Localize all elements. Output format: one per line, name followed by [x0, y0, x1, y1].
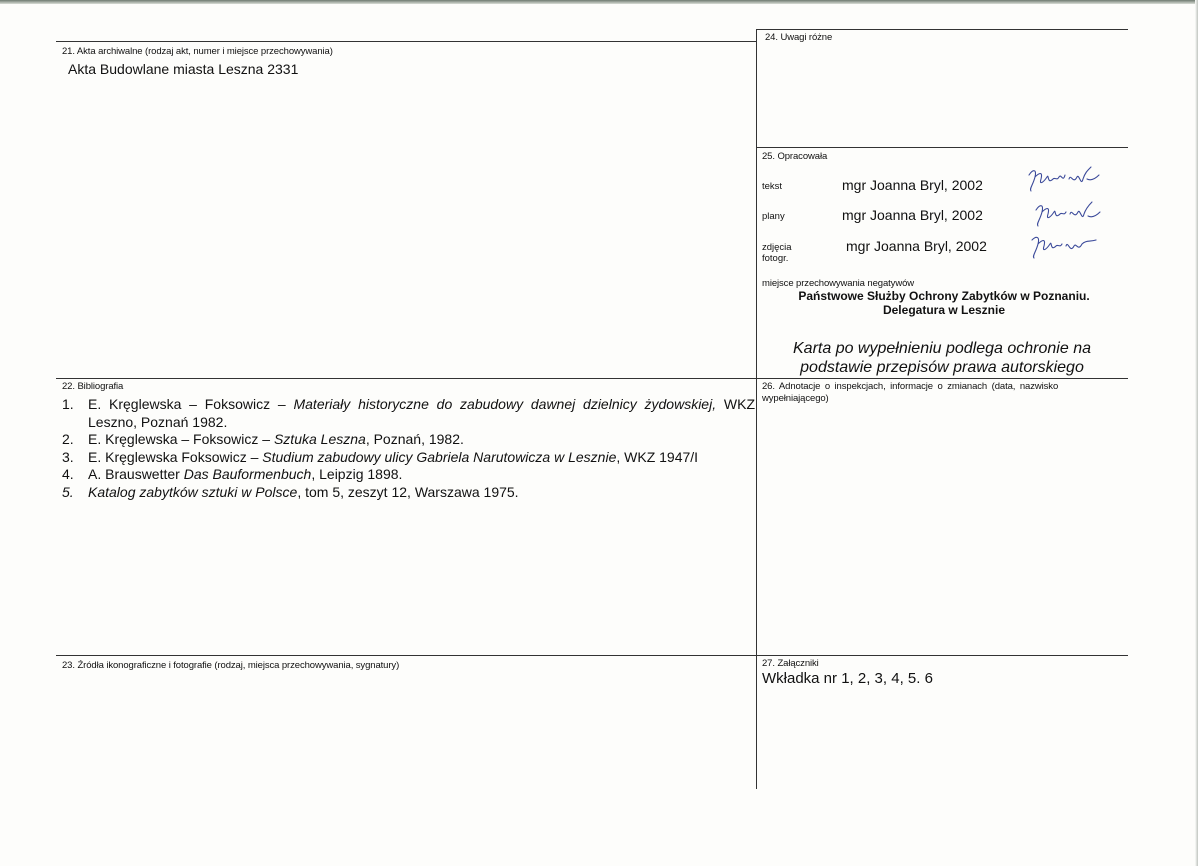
handwritten-signature [1030, 200, 1105, 228]
section-26-label-line1: 26. Adnotacje o inspekcjach, informacje o zmianach (data, nazwisko [762, 381, 1059, 392]
bibliography-item [60, 484, 755, 502]
bibliography-title: Katalog zabytków sztuki w Polsce [88, 483, 298, 500]
author-row-key: plany [762, 211, 785, 222]
copyright-note-line1: Karta po wypełnieniu podlega ochronie na [793, 340, 1091, 357]
bibliography-author: E. Kręglewska – Foksowicz – [88, 396, 294, 412]
bibliography-number: 2. [62, 431, 74, 447]
bibliography-title: Materiały historyczne do zabudowy dawnej dzielnicy żydowskiej, [293, 396, 717, 412]
section-25-label: 25. Opracowała [762, 151, 828, 162]
bibliography-item [60, 466, 755, 484]
author-row-key: zdjęcia fotogr. [762, 242, 792, 264]
handwritten-signature [1026, 232, 1101, 260]
bibliography-title: Sztuka Leszna [273, 431, 366, 447]
bibliography-number: 5. [62, 483, 74, 500]
section-21-label: 21. Akta archiwalne (rodzaj akt, numer i miejsce przechowywania) [62, 46, 333, 57]
rule-25 [756, 147, 1128, 148]
top-rule-right [756, 29, 1128, 30]
author-row-value: mgr Joanna Bryl, 2002 [842, 177, 983, 193]
section-21-value: Akta Budowlane miasta Leszna 2331 [68, 61, 299, 77]
bibliography-details: , tom 5, zeszyt 12, Warszawa 1975. [297, 483, 519, 500]
bibliography-number: 4. [62, 466, 74, 482]
author-row-value: mgr Joanna Bryl, 2002 [842, 207, 983, 223]
section-24-label: 24. Uwagi różne [765, 32, 833, 43]
bibliography-details: , Poznań, 1982. [365, 431, 464, 447]
bibliography-list [60, 396, 755, 501]
rule-22-26 [56, 378, 1128, 379]
handwritten-signature [1025, 165, 1100, 193]
scan-top-edge [0, 0, 1198, 4]
bibliography-author: E. Kręglewska Foksowicz – [88, 448, 263, 465]
bibliography-details: , WKZ 1947/I [616, 448, 699, 465]
author-row-value: mgr Joanna Bryl, 2002 [846, 238, 987, 254]
section-26-label-line2: wypełniającego) [762, 393, 829, 404]
center-divider [756, 29, 757, 789]
bibliography-details: , Leipzig 1898. [311, 466, 403, 482]
author-row-key: tekst [762, 181, 783, 192]
bibliography-title: Studium zabudowy ulicy Gabriela Narutowicza w Lesznie [262, 448, 617, 465]
rule-23-27 [56, 655, 1128, 656]
bibliography-number: 3. [62, 448, 74, 465]
bibliography-item [60, 396, 755, 431]
section-23-label: 23. Źródła ikonograficzne i fotografie (rodzaj, miejsca przechowywania, sygnatury) [62, 660, 400, 671]
bibliography-details: WKZ Leszno, Poznań 1982. [88, 396, 755, 430]
section-27-value: Wkładka nr 1, 2, 3, 4, 5. 6 [762, 670, 933, 687]
bibliography-item [60, 449, 755, 467]
negatives-location-line2: Delegatura w Lesznie [882, 303, 1006, 317]
bibliography-number: 1. [62, 396, 74, 412]
section-27-label: 27. Załączniki [762, 658, 819, 669]
top-rule-left [56, 41, 756, 42]
negatives-label: miejsce przechowywania negatywów [762, 278, 915, 289]
bibliography-item [60, 431, 755, 449]
section-22-label: 22. Bibliografia [62, 381, 124, 392]
bibliography-title: Das Bauformenbuch [183, 466, 312, 482]
negatives-location-line1: Państwowe Służby Ochrony Zabytków w Poznaniu. [798, 289, 1090, 303]
copyright-note-line2: podstawie przepisów prawa autorskiego [800, 359, 1084, 376]
bibliography-author: E. Kręglewska – Foksowicz – [88, 431, 274, 447]
bibliography-author: A. Brauswetter [88, 466, 184, 482]
